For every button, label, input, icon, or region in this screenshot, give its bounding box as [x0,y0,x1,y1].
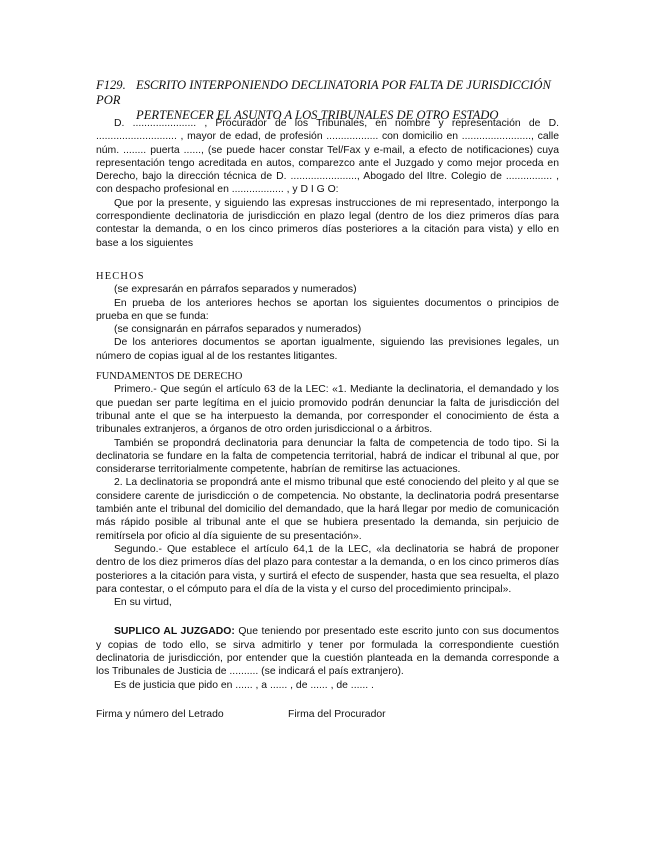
hechos-note-2: (se consignarán en párrafos separados y numerados) [114,324,362,336]
hechos-heading: HECHOS [96,270,145,282]
intro-paragraph: D. ...................... , Procurador de los Tribunales, en nombre y representación de D. ............................ , mayor de edad, de profesión .................. con domicilio en ........................, calle núm. ........ puerta ......, (se puede hacer constar Tel/Fax y e-mail, a efecto de notificaciones) cuya representación tengo acreditada en autos, comparezco ante el Juzgado y como mejor proceda en Derecho, bajo la dirección técnica de D. ......................., Abogado del Iltre. Colegio de ................ , con despacho profesional en .................. , y D I G O: [96,118,559,196]
fundamento-primero: Primero.- Que según el artículo 63 de la LEC: «1. Mediante la declinatoria, el demandado y los que puedan ser parte legítima en el juicio promovido podrán denunciar la falta de jurisdicción del tribunal ante el que se ha interpuesto la demanda, por corresponder el conocimiento de ésta a tribunales extranjeros, a órganos de otro orden jurisdiccional o a árbitros. [96,384,559,436]
signature-row [96,708,559,721]
suplico-label: SUPLICO AL JUZGADO: [114,626,235,638]
suplico-text: Que teniendo por presentado este escrito junto con sus documentos y copias de todo ello, se sirva admitirlo y tener por formulada la correspondiente cuestión declinatoria de jurisdicción, por entender que la cuestión planteada en la demanda corresponde a los Tribunales de Justicia de .......... (se indicará el país extranjero). [96,626,559,678]
fundamento-segundo: Segundo.- Que establece el artículo 64,1 de la LEC, «la declinatoria se habrá de proponer dentro de los diez primeros días del plazo para contestar a la demanda, o en los cinco primeros días posteriores a la citación para vista, y surtirá el efecto de suspender, hasta que sea resuelta, el plazo para contestar, o el cómputo para el día de la vista y el curso del procedimiento principal». [96,543,559,595]
firma-procurador: Firma del Procurador [288,708,386,720]
intro-paragraph-2: Que por la presente, y siguiendo las expresas instrucciones de mi representado, interpongo la correspondiente declinatoria de jurisdicción en plazo legal (dentro de los diez primeros días para contestar la demanda, o en los cinco primeros días posteriores a la citación para vista) y ello en base a los siguientes [96,197,559,249]
hechos-paragraph-1: En prueba de los anteriores hechos se aportan los siguientes documentos o principios de prueba en que se funda: [96,297,559,322]
firma-letrado: Firma y número del Letrado [96,708,224,720]
suplico-paragraph [96,625,559,678]
fundamento-tambien: También se propondrá declinatoria para denunciar la falta de competencia de todo tipo. Si la declinatoria se fundare en la falta de competencia territorial, habrá de indicar el tribunal al que, por considerarse territorialmente competente, habrían de remitirse las actuaciones. [96,437,559,476]
en-su-virtud: En su virtud, [114,597,172,609]
fundamento-dos: 2. La declinatoria se propondrá ante el mismo tribunal que esté conociendo del pleito y al que se considere carente de jurisdicción o de competencia. No obstante, la declinatoria podrá presentarse también ante el tribunal del domicilio del demandado, que la hará llegar por medio de comunicación más rápido posible al tribunal ante el que se hubiera presentado la demanda, sin perjuicio de remitírsela por oficio al día siguiente de su presentación». [96,477,559,542]
hechos-paragraph-2: De los anteriores documentos se aportan igualmente, siguiendo las previsiones legales, un número de copias igual al de los restantes litigantes. [96,337,559,362]
form-code: F129. [96,78,126,92]
justicia-line: Es de justicia que pido en ...... , a ...... , de ...... , de ...... . [114,679,374,691]
document-body [96,117,559,721]
title-line-1: ESCRITO INTERPONIENDO DECLINATORIA POR FALTA DE JURISDICCIÓN POR [96,78,551,107]
fundamentos-heading: FUNDAMENTOS DE DERECHO [96,371,243,383]
hechos-note-1: (se expresarán en párrafos separados y numerados) [114,284,357,296]
title-line-2: PERTENECER EL ASUNTO A LOS TRIBUNALES DE OTRO ESTADO [136,108,499,122]
